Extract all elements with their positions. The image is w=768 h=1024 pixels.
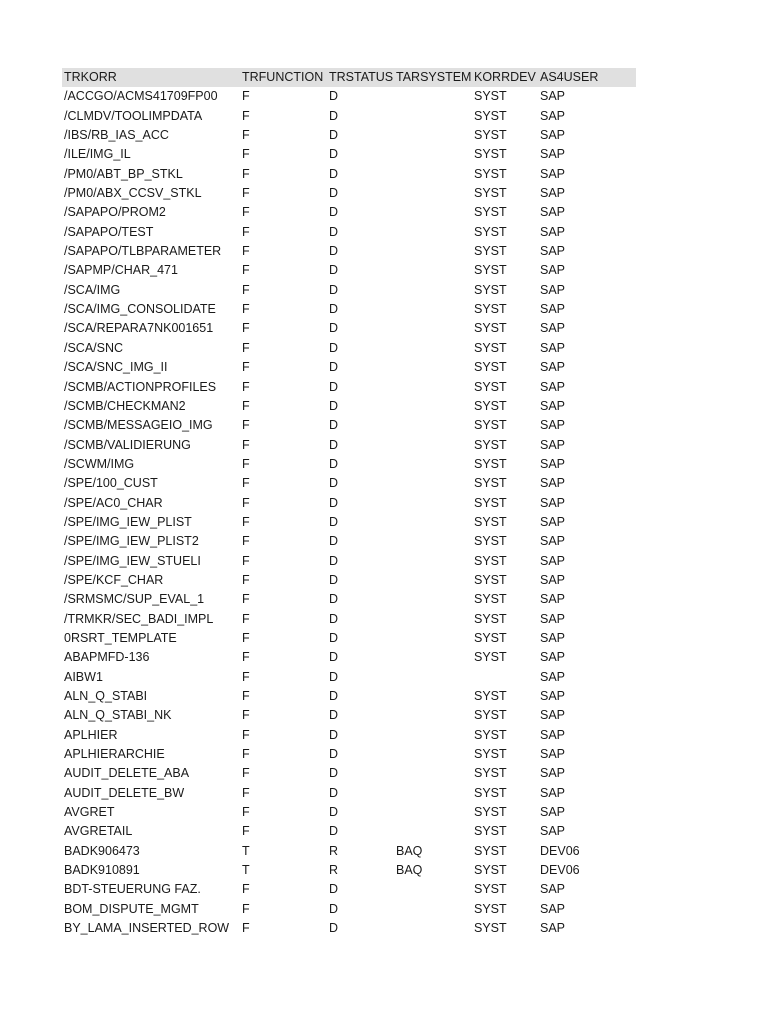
cell-trfunction: F <box>242 766 250 781</box>
cell-trstatus: D <box>329 128 339 143</box>
cell-trkorr: /SCA/IMG <box>64 282 121 297</box>
column-header-trstatus: TRSTATUS <box>329 70 394 84</box>
cell-korrdev: SYST <box>474 689 507 703</box>
cell-trstatus: D <box>329 418 339 433</box>
cell-trstatus: D <box>329 572 339 587</box>
cell-trstatus: D <box>329 514 339 529</box>
column-header-korrdev: KORRDEV <box>474 70 536 84</box>
cell-as4user: SAP <box>540 89 566 104</box>
cell-korrdev: SYST <box>474 592 507 607</box>
cell-trfunction: F <box>242 534 250 549</box>
cell-trstatus: D <box>329 592 339 607</box>
cell-trstatus: R <box>329 863 339 878</box>
cell-as4user: SAP <box>540 186 566 201</box>
cell-trstatus: D <box>329 766 339 781</box>
cell-as4user: SAP <box>540 263 566 278</box>
table-row <box>62 165 636 184</box>
cell-korrdev: SYST <box>474 708 507 723</box>
cell-trfunction: F <box>242 476 250 491</box>
cell-trstatus: D <box>329 437 339 452</box>
cell-as4user: SAP <box>540 437 566 452</box>
cell-trstatus: D <box>329 263 339 278</box>
cell-trkorr: /IBS/RB_IAS_ACC <box>64 128 169 143</box>
cell-trstatus: D <box>329 224 339 239</box>
cell-trfunction: F <box>242 650 250 665</box>
cell-trkorr: APLHIERARCHIE <box>64 747 165 762</box>
cell-korrdev: SYST <box>474 166 507 181</box>
cell-trfunction: F <box>242 592 250 607</box>
table-body <box>62 87 636 938</box>
table-row <box>62 590 636 609</box>
cell-trkorr: /SAPAPO/PROM2 <box>64 205 166 220</box>
cell-trstatus: D <box>329 147 339 162</box>
column-header-as4user: AS4USER <box>540 70 599 84</box>
cell-korrdev: SYST <box>474 379 507 394</box>
cell-trkorr: /SCWM/IMG <box>64 456 135 471</box>
cell-trfunction: F <box>242 785 250 800</box>
cell-trstatus: D <box>329 901 339 916</box>
cell-as4user: SAP <box>540 282 566 297</box>
cell-trfunction: F <box>242 921 250 936</box>
cell-trfunction: F <box>242 572 250 587</box>
cell-korrdev: SYST <box>474 128 507 143</box>
cell-trkorr: /SCA/IMG_CONSOLIDATE <box>64 302 216 317</box>
cell-trstatus: D <box>329 476 339 491</box>
cell-korrdev: SYST <box>474 224 507 239</box>
cell-trfunction: F <box>242 263 250 278</box>
table-row <box>62 726 636 745</box>
table-row <box>62 822 636 841</box>
table-row <box>62 513 636 532</box>
cell-korrdev: SYST <box>474 147 507 162</box>
cell-korrdev: SYST <box>474 495 507 510</box>
cell-korrdev: SYST <box>474 921 507 936</box>
cell-trstatus: D <box>329 630 339 645</box>
cell-korrdev: SYST <box>474 437 507 452</box>
cell-korrdev: SYST <box>474 747 507 762</box>
cell-as4user: SAP <box>540 224 566 239</box>
cell-as4user: SAP <box>540 689 566 703</box>
cell-korrdev: SYST <box>474 456 507 471</box>
column-header-trfunction: TRFUNCTION <box>242 70 324 84</box>
cell-trfunction: F <box>242 669 250 684</box>
cell-trkorr: /SCA/SNC <box>64 340 124 355</box>
cell-tarsystem: BAQ <box>396 863 423 878</box>
cell-trkorr: /SCMB/VALIDIERUNG <box>64 437 191 452</box>
cell-trkorr: BADK910891 <box>64 863 140 878</box>
cell-trstatus: D <box>329 282 339 297</box>
transport-request-table <box>62 68 636 938</box>
cell-trfunction: F <box>242 379 250 394</box>
cell-korrdev: SYST <box>474 785 507 800</box>
cell-as4user: SAP <box>540 805 566 820</box>
cell-trstatus: D <box>329 747 339 762</box>
cell-trstatus: D <box>329 456 339 471</box>
cell-trfunction: F <box>242 418 250 433</box>
cell-trkorr: /ACCGO/ACMS41709FP00 <box>64 89 218 104</box>
cell-trkorr: AVGRET <box>64 805 115 820</box>
cell-trfunction: F <box>242 901 250 916</box>
table-row <box>62 880 636 899</box>
cell-trstatus: D <box>329 89 339 104</box>
cell-trfunction: F <box>242 224 250 239</box>
cell-trkorr: ALN_Q_STABI <box>64 689 148 703</box>
cell-trkorr: /SPE/100_CUST <box>64 476 158 491</box>
cell-korrdev: SYST <box>474 263 507 278</box>
cell-korrdev: SYST <box>474 534 507 549</box>
cell-korrdev: SYST <box>474 863 507 878</box>
cell-as4user: SAP <box>540 669 566 684</box>
cell-as4user: SAP <box>540 476 566 491</box>
cell-as4user: SAP <box>540 785 566 800</box>
cell-trfunction: F <box>242 514 250 529</box>
cell-as4user: SAP <box>540 747 566 762</box>
cell-trfunction: T <box>242 863 250 878</box>
cell-as4user: DEV06 <box>540 843 580 858</box>
cell-korrdev: SYST <box>474 360 507 375</box>
table-row <box>62 668 636 687</box>
cell-trstatus: D <box>329 302 339 317</box>
cell-trfunction: F <box>242 166 250 181</box>
cell-trstatus: D <box>329 689 339 703</box>
table-row <box>62 455 636 474</box>
cell-trkorr: AUDIT_DELETE_BW <box>64 785 185 800</box>
cell-trkorr: /SPE/KCF_CHAR <box>64 572 164 587</box>
cell-trfunction: F <box>242 437 250 452</box>
cell-trstatus: D <box>329 166 339 181</box>
cell-trstatus: D <box>329 534 339 549</box>
cell-trkorr: /ILE/IMG_IL <box>64 147 131 162</box>
cell-trkorr: 0RSRT_TEMPLATE <box>64 630 177 645</box>
cell-as4user: SAP <box>540 708 566 723</box>
table-row <box>62 861 636 880</box>
cell-as4user: SAP <box>540 205 566 220</box>
cell-trfunction: F <box>242 128 250 143</box>
cell-korrdev: SYST <box>474 108 507 123</box>
table-row <box>62 706 636 725</box>
table-row <box>62 687 636 706</box>
cell-trfunction: F <box>242 89 250 104</box>
cell-trkorr: /SPE/IMG_IEW_STUELI <box>64 553 201 568</box>
cell-trkorr: BADK906473 <box>64 843 140 858</box>
cell-trstatus: D <box>329 321 339 336</box>
cell-as4user: DEV06 <box>540 863 580 878</box>
cell-trstatus: R <box>329 843 339 858</box>
table-row <box>62 919 636 938</box>
cell-korrdev: SYST <box>474 727 507 742</box>
cell-as4user: SAP <box>540 824 566 839</box>
cell-trfunction: F <box>242 708 250 723</box>
cell-as4user: SAP <box>540 456 566 471</box>
cell-trkorr: AIBW1 <box>64 669 103 684</box>
table-row <box>62 629 636 648</box>
table-row <box>62 571 636 590</box>
cell-trfunction: F <box>242 495 250 510</box>
cell-as4user: SAP <box>540 244 566 259</box>
cell-as4user: SAP <box>540 418 566 433</box>
table-row <box>62 358 636 377</box>
cell-trfunction: F <box>242 805 250 820</box>
cell-trkorr: /SCMB/MESSAGEIO_IMG <box>64 418 213 433</box>
cell-korrdev: SYST <box>474 514 507 529</box>
cell-trkorr: /SAPAPO/TLBPARAMETER <box>64 244 222 259</box>
cell-trfunction: F <box>242 340 250 355</box>
cell-as4user: SAP <box>540 379 566 394</box>
cell-trfunction: F <box>242 882 250 897</box>
cell-trfunction: F <box>242 689 250 703</box>
cell-as4user: SAP <box>540 882 566 897</box>
table-row <box>62 648 636 667</box>
column-header-tarsystem: TARSYSTEM <box>396 70 472 84</box>
cell-trkorr: ABAPMFD-136 <box>64 650 150 665</box>
cell-trstatus: D <box>329 108 339 123</box>
cell-korrdev: SYST <box>474 321 507 336</box>
table-row <box>62 803 636 822</box>
cell-as4user: SAP <box>540 766 566 781</box>
cell-as4user: SAP <box>540 592 566 607</box>
cell-trstatus: D <box>329 921 339 936</box>
table-row <box>62 532 636 551</box>
cell-trkorr: /SPE/IMG_IEW_PLIST <box>64 514 192 529</box>
cell-korrdev: SYST <box>474 398 507 413</box>
cell-trkorr: ALN_Q_STABI_NK <box>64 708 172 723</box>
table-row <box>62 397 636 416</box>
cell-trstatus: D <box>329 398 339 413</box>
table-row <box>62 339 636 358</box>
cell-korrdev: SYST <box>474 882 507 897</box>
table-row <box>62 107 636 126</box>
cell-trkorr: /TRMKR/SEC_BADI_IMPL <box>64 611 214 626</box>
cell-korrdev: SYST <box>474 282 507 297</box>
column-header-trkorr: TRKORR <box>64 70 117 84</box>
cell-as4user: SAP <box>540 495 566 510</box>
cell-korrdev: SYST <box>474 186 507 201</box>
cell-as4user: SAP <box>540 921 566 936</box>
cell-trfunction: F <box>242 205 250 220</box>
table-row <box>62 784 636 803</box>
cell-trkorr: /SCA/REPARA7NK001651 <box>64 321 214 336</box>
cell-korrdev: SYST <box>474 843 507 858</box>
cell-trfunction: F <box>242 747 250 762</box>
cell-trstatus: D <box>329 553 339 568</box>
cell-korrdev: SYST <box>474 650 507 665</box>
table-row <box>62 764 636 783</box>
cell-trstatus: D <box>329 727 339 742</box>
cell-trkorr: /PM0/ABT_BP_STKL <box>64 166 183 181</box>
cell-korrdev: SYST <box>474 476 507 491</box>
cell-as4user: SAP <box>540 398 566 413</box>
cell-trfunction: F <box>242 302 250 317</box>
cell-trstatus: D <box>329 611 339 626</box>
cell-korrdev: SYST <box>474 805 507 820</box>
cell-trfunction: T <box>242 843 250 858</box>
cell-as4user: SAP <box>540 302 566 317</box>
table-row <box>62 900 636 919</box>
cell-as4user: SAP <box>540 108 566 123</box>
cell-korrdev: SYST <box>474 418 507 433</box>
cell-trstatus: D <box>329 824 339 839</box>
cell-trfunction: F <box>242 553 250 568</box>
cell-trstatus: D <box>329 882 339 897</box>
cell-as4user: SAP <box>540 611 566 626</box>
cell-trkorr: /SCMB/ACTIONPROFILES <box>64 379 217 394</box>
table-row <box>62 474 636 493</box>
cell-trkorr: BOM_DISPUTE_MGMT <box>64 901 199 916</box>
table-row <box>62 378 636 397</box>
cell-trkorr: /PM0/ABX_CCSV_STKL <box>64 186 202 201</box>
table-row <box>62 184 636 203</box>
cell-korrdev: SYST <box>474 340 507 355</box>
cell-trfunction: F <box>242 398 250 413</box>
cell-as4user: SAP <box>540 321 566 336</box>
table-row <box>62 223 636 242</box>
cell-trfunction: F <box>242 611 250 626</box>
cell-as4user: SAP <box>540 128 566 143</box>
cell-trkorr: AVGRETAIL <box>64 824 133 839</box>
cell-korrdev: SYST <box>474 302 507 317</box>
table-row <box>62 436 636 455</box>
cell-korrdev: SYST <box>474 766 507 781</box>
table-header-row <box>62 68 636 87</box>
cell-as4user: SAP <box>540 630 566 645</box>
cell-trstatus: D <box>329 805 339 820</box>
table-row <box>62 552 636 571</box>
cell-trfunction: F <box>242 186 250 201</box>
cell-trstatus: D <box>329 495 339 510</box>
table-row <box>62 242 636 261</box>
table-row <box>62 610 636 629</box>
cell-trstatus: D <box>329 360 339 375</box>
cell-trkorr: /SPE/IMG_IEW_PLIST2 <box>64 534 199 549</box>
cell-korrdev: SYST <box>474 611 507 626</box>
cell-trfunction: F <box>242 244 250 259</box>
cell-tarsystem: BAQ <box>396 843 423 858</box>
cell-korrdev: SYST <box>474 89 507 104</box>
cell-trstatus: D <box>329 708 339 723</box>
table-row <box>62 281 636 300</box>
cell-as4user: SAP <box>540 147 566 162</box>
cell-trkorr: AUDIT_DELETE_ABA <box>64 766 190 781</box>
cell-as4user: SAP <box>540 514 566 529</box>
table-row <box>62 300 636 319</box>
cell-trkorr: /SAPMP/CHAR_471 <box>64 263 178 278</box>
cell-trkorr: /SCMB/CHECKMAN2 <box>64 398 186 413</box>
cell-as4user: SAP <box>540 901 566 916</box>
table-row <box>62 203 636 222</box>
cell-as4user: SAP <box>540 534 566 549</box>
cell-trstatus: D <box>329 244 339 259</box>
cell-as4user: SAP <box>540 727 566 742</box>
cell-trfunction: F <box>242 321 250 336</box>
cell-trfunction: F <box>242 727 250 742</box>
cell-as4user: SAP <box>540 572 566 587</box>
cell-trkorr: /CLMDV/TOOLIMPDATA <box>64 108 203 123</box>
cell-trfunction: F <box>242 630 250 645</box>
cell-trkorr: /SCA/SNC_IMG_II <box>64 360 168 375</box>
cell-as4user: SAP <box>540 650 566 665</box>
cell-trfunction: F <box>242 147 250 162</box>
cell-korrdev: SYST <box>474 553 507 568</box>
cell-trkorr: /SRMSMC/SUP_EVAL_1 <box>64 592 205 607</box>
cell-trstatus: D <box>329 186 339 201</box>
cell-trfunction: F <box>242 456 250 471</box>
cell-trfunction: F <box>242 108 250 123</box>
table-row <box>62 494 636 513</box>
table-row <box>62 87 636 106</box>
cell-trkorr: /SAPAPO/TEST <box>64 224 154 239</box>
cell-trstatus: D <box>329 669 339 684</box>
cell-as4user: SAP <box>540 340 566 355</box>
table-row <box>62 745 636 764</box>
cell-trfunction: F <box>242 282 250 297</box>
cell-trkorr: APLHIER <box>64 727 118 742</box>
cell-as4user: SAP <box>540 166 566 181</box>
table-row <box>62 416 636 435</box>
cell-trkorr: BY_LAMA_INSERTED_ROW <box>64 921 230 936</box>
cell-trstatus: D <box>329 379 339 394</box>
cell-trstatus: D <box>329 340 339 355</box>
cell-korrdev: SYST <box>474 901 507 916</box>
cell-korrdev: SYST <box>474 205 507 220</box>
cell-trstatus: D <box>329 785 339 800</box>
cell-trfunction: F <box>242 824 250 839</box>
cell-trkorr: BDT-STEUERUNG FAZ. <box>64 882 201 897</box>
table-row <box>62 319 636 338</box>
table-row <box>62 126 636 145</box>
cell-trstatus: D <box>329 205 339 220</box>
cell-as4user: SAP <box>540 360 566 375</box>
cell-korrdev: SYST <box>474 572 507 587</box>
cell-as4user: SAP <box>540 553 566 568</box>
table-row <box>62 261 636 280</box>
cell-korrdev: SYST <box>474 630 507 645</box>
table-row <box>62 842 636 861</box>
cell-trstatus: D <box>329 650 339 665</box>
table-row <box>62 145 636 164</box>
cell-korrdev: SYST <box>474 244 507 259</box>
cell-trfunction: F <box>242 360 250 375</box>
cell-trkorr: /SPE/AC0_CHAR <box>64 495 163 510</box>
cell-korrdev: SYST <box>474 824 507 839</box>
